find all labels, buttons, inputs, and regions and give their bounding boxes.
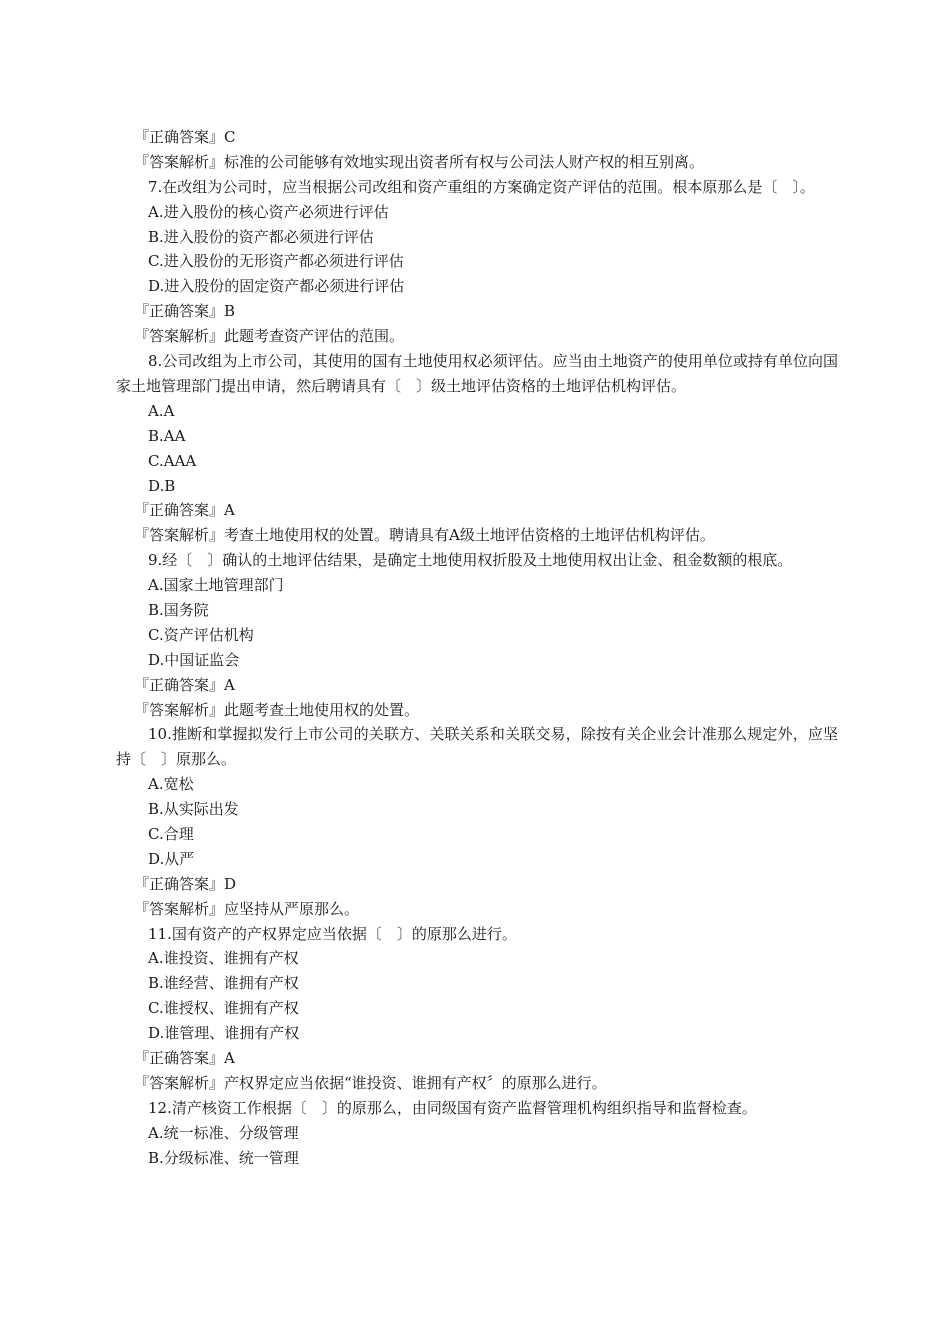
option-d: D.进入股份的固定资产都必须进行评估 <box>148 277 405 296</box>
answer-line: 『正确答案』A <box>134 1049 235 1068</box>
answer-line: 『正确答案』A <box>134 675 235 694</box>
option-d: D.谁管理、谁拥有产权 <box>148 1024 300 1043</box>
explanation-line: 『答案解析』此题考查土地使用权的处置。 <box>134 700 420 719</box>
option-a: A.谁投资、谁拥有产权 <box>148 949 299 968</box>
answer-line: 『正确答案』D <box>134 874 237 893</box>
question-12: 12.清产核资工作根据〔 〕的原那么，由同级国有资产监督管理机构组织指导和监督检查。 <box>148 1098 757 1117</box>
option-a: A.国家土地管理部门 <box>148 576 284 595</box>
document-content <box>116 125 838 1171</box>
answer-line: 『正确答案』B <box>134 302 236 321</box>
option-b: B.国务院 <box>148 600 209 619</box>
option-a: A.进入股份的核心资产必须进行评估 <box>148 202 389 221</box>
question-7: 7.在改组为公司时，应当根据公司改组和资产重组的方案确定资产评估的范围。根本原那么是〔 〕。 <box>148 177 815 196</box>
question-9: 9.经〔 〕确认的土地评估结果，是确定土地使用权折股及土地使用权出让金、租金数额的根底。 <box>148 551 793 570</box>
answer-line: 『正确答案』C <box>134 128 236 146</box>
option-d: D.B <box>148 476 176 495</box>
option-b: B.分级标准、统一管理 <box>148 1148 299 1167</box>
explanation-line: 『答案解析』标准的公司能够有效地实现出资者所有权与公司法人财产权的相互别离。 <box>134 152 705 171</box>
option-b: B.进入股份的资产都必须进行评估 <box>148 227 374 246</box>
explanation-line: 『答案解析』应坚持从严原那么。 <box>134 899 360 918</box>
option-c: C.资产评估机构 <box>148 625 254 644</box>
question-11: 11.国有资产的产权界定应当依据〔 〕的原那么进行。 <box>148 924 517 943</box>
explanation-line: 『答案解析』此题考查资产评估的范围。 <box>134 327 405 346</box>
option-d: D.中国证监会 <box>148 650 240 669</box>
explanation-line: 『答案解析』产权界定应当依据“谁投资、谁拥有产权〞的原那么进行。 <box>134 1073 607 1092</box>
option-b: B.谁经营、谁拥有产权 <box>148 974 299 993</box>
option-c: C.谁授权、谁拥有产权 <box>148 999 299 1018</box>
question-8: 8.公司改组为上市公司，其使用的国有土地使用权必须评估。应当由土地资产的使用单位或持有单位向国家土地管理部门提出申请，然后聘请具有〔 〕级土地评估资格的土地评估机构评估。 <box>116 352 838 395</box>
option-a: A.A <box>148 401 175 420</box>
option-a: A.宽松 <box>148 775 194 794</box>
option-b: B.AA <box>148 426 186 445</box>
answer-line: 『正确答案』A <box>134 501 235 520</box>
option-d: D.从严 <box>148 849 195 868</box>
option-b: B.从实际出发 <box>148 800 239 819</box>
question-10: 10.推断和掌握拟发行上市公司的关联方、关联关系和关联交易，除按有关企业会计准那么规定外，应坚持〔 〕原那么。 <box>116 725 838 769</box>
option-a: A.统一标准、分级管理 <box>148 1123 299 1142</box>
option-c: C.合理 <box>148 825 194 844</box>
option-c: C.AAA <box>148 451 197 470</box>
explanation-line: 『答案解析』考查土地使用权的处置。聘请具有A级土地评估资格的土地评估机构评估。 <box>134 526 715 545</box>
option-c: C.进入股份的无形资产都必须进行评估 <box>148 252 404 271</box>
